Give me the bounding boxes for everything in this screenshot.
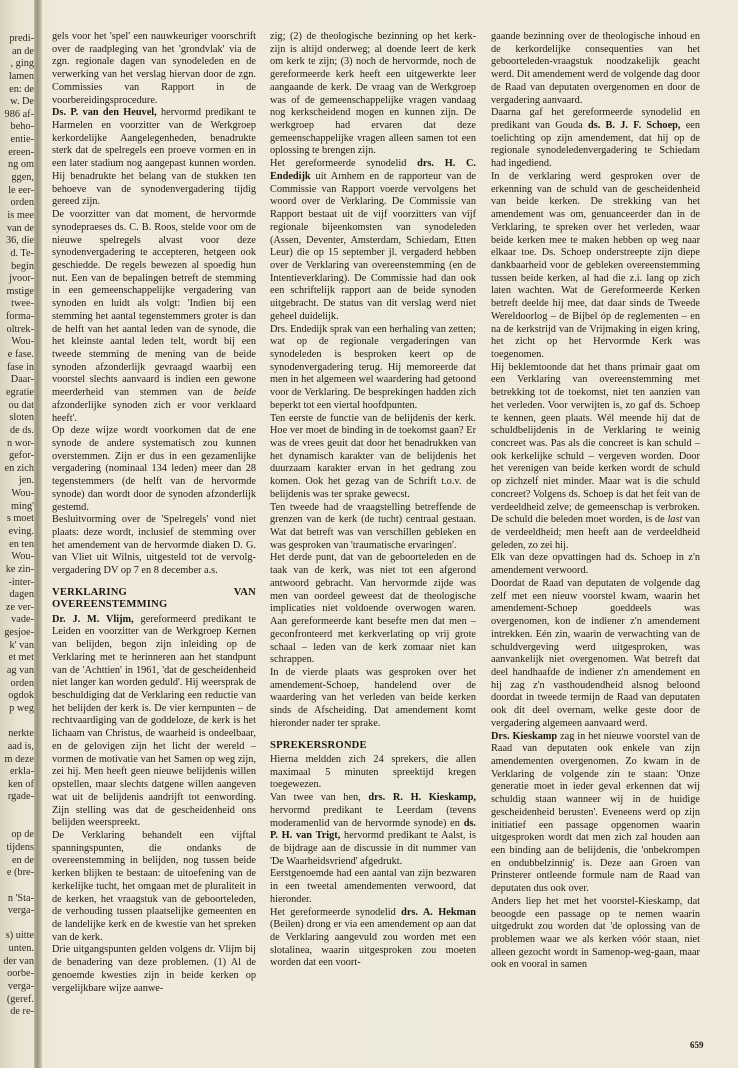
margin-fragment: mstige <box>6 285 34 297</box>
margin-fragment <box>0 716 34 729</box>
paragraph: In de verklaring werd gesproken over de erkenning van de schuld van de gescheidenheid van beide kerken. De strekking van het amendement was om, genuanceerder dan in de Verklaring, te spreken over het verleden, waar beide kerken mee te maken hebben op weg naar elkaar toe. Ds. Schoep onderstreepte zijn diepe dankbaarheid voor de gebleken overeenstemming tussen beide kerken, al had die z.i. lang op zich laten wachten. Wat de Gereformeerde Kerken betreft deelde hij mee, dat daar sinds de Tweede Wereldoorlog – de Bijbel óp de reglementen – en na de kerkstrijd van de Vrijmaking in eigen kring, het zicht op het Hervormde Kerk was toegenomen. <box>491 170 700 360</box>
margin-fragment: le eer- <box>8 184 34 196</box>
margin-fragment: beho- <box>10 121 34 133</box>
margin-fragment: eving. <box>8 525 34 537</box>
margin-fragment: tijdens <box>6 842 34 853</box>
paragraph: Drs. Endedijk sprak van een herhaling van zetten; wat op de regionale vergaderingen van synodeleden is besproken keert op de synodenvergadering terug. Hij memoreerde dat men in het algemeen wel waardering had getoond voor de Verklaring. De besprekingen hadden zich beperkt tot een viertal hoofdpunten. <box>270 323 476 411</box>
paragraph: Besluitvorming over de 'Spelregels' vond niet plaats: deze wordt, inclusief de stemming over het amendement van de hervormde diaken D. G. van Vliet uit Wilnis, uitgesteld tot de vervolg-vergadering DV op 7 en 8 december a.s. <box>52 514 256 577</box>
paragraph: gels voor het 'spel' een nauwkeuriger voorschrift over de raadpleging van het 'grondvlak' via de zgn. regionale dagen van synodeleden en de verwerking van het verslag hiervan door de zgn. Commissies van Rapport in de voorbereidingsprocedure. <box>52 31 256 106</box>
paragraph: Het gereformeerde synodelid drs. A. Hekman (Beilen) drong er via een amendement op aan dat de Verklaring aangevuld zou worden met een slotalinea, waarin uitgesproken zou moeten worden dat een voort- <box>270 906 476 969</box>
paragraph: Daarna gaf het gereformeerde synodelid en predikant van Gouda ds. B. J. F. Schoep, een toelichting op zijn amendement, dat hij op de regionale synodeledenvergadering te Schiedam had ingediend. <box>491 107 700 170</box>
paragraph: Elk van deze opvattingen had ds. Schoep in z'n amendement verwoord. <box>491 552 700 577</box>
paragraph: Drie uitgangspunten gelden volgens dr. Vlijm bij de benadering van deze problemen. (1) Al de genoemde kwesties zijn in beide kerken op vergelijkbare wijze aanwe- <box>52 944 256 994</box>
paragraph: gaande bezinning over de theologische inhoud en de kerkordelijke consequenties van het geboorteleden-vraagstuk noodzakelijk geacht werd. Dit amendement werd de volgende dag door de Raad van deputaten overgenomen en door de vergadering aanvaard. <box>491 31 700 106</box>
margin-fragment: n 'Sta- <box>7 892 34 904</box>
margin-fragment: n wor- <box>7 437 34 449</box>
margin-fragment: en de <box>11 854 34 866</box>
margin-fragment: m deze <box>4 753 34 765</box>
margin-fragment: gesjoe- <box>4 627 34 639</box>
speaker-name: Dr. J. M. Vlijm, <box>52 613 134 625</box>
paragraph: zig; (2) de theologische bezinning op het kerk-zijn is altijd onderweg; al doende leert de kerk om kerk te zijn; (3) noch de hervormde, noch de gereformeerde kerk heeft een uitgewerkte leer aangaande de kerk. De vraag van de Werkgroep was of de gemeenschappelijke vragen vandaag nog kerkscheidend mogen en kunnen zijn. De werkgroep had ervaren dat deze gemeenschappelijke vragen alleen samen tot een oplossing te brengen zijn. <box>270 31 476 157</box>
paragraph: Ds. P. van den Heuvel, hervormd predikant te Harmelen en voorzitter van de Werkgroep kerkordelijke Aangelegenheden, benadrukte sterk dat de spelregels een proeve vormen en in een later stadium nog aangepast kunnen worden. Hij benadrukte het belang van de stukken ten behoeve van de synodenvergadering tijdig gereed zijn. <box>52 107 256 208</box>
margin-fragment: k' van <box>9 639 34 651</box>
column-2 <box>270 31 476 970</box>
paragraph: Anders liep het met het voorstel-Kieskamp, dat beoogde een passage op te nemen waarin uitgedrukt zou worden dat 'de oplossing van de problemen waar we als kerken vóór staan, niet alleen gezocht wordt in Samenop-weg-gaan, maar ook en vooral in samen <box>491 895 700 971</box>
speaker-name: drs. R. H. Kieskamp, <box>368 792 476 804</box>
margin-fragment <box>0 817 34 830</box>
margin-fragment: predi- <box>9 33 34 44</box>
margin-fragment: s) uitte <box>5 930 34 942</box>
paragraph: De voorzitter van dat moment, de hervormde synodepraeses ds. C. B. Roos, stelde voor om de nieuwe spelregels alvast voor deze synodenvergadering te accepteren, hetgeen ook geschiedde. De regels bewezen al spoedig hun nut. Een van de bepalingen betreft de stemming in een gemeenschappelijke vergadering van synoden en luidt als volgt: 'Indien bij een stemming het aantal tegenstemmers groter is dan de helft van het aantal leden van de synode, die het kleinste aantal leden telt, wordt bij een tweede stemming de mening van de beide synoden afzonderlijk gevraagd waarbij een voorstel slechts aanvaard is indien een gewone meerderheid van stemmen van de beide afzonderlijke synoden zich er voor verklaard heeft'. <box>52 209 256 424</box>
speaker-name: Ds. P. van den Heuvel, <box>52 107 157 119</box>
margin-fragment: oltrek- <box>6 323 34 335</box>
margin-fragment: Wou- <box>11 488 34 500</box>
margin-fragment: -inter- <box>8 576 34 588</box>
margin-fragment: nerkte <box>8 728 34 740</box>
section-heading: SPREKERSRONDE <box>270 739 367 751</box>
column-3 <box>491 31 700 972</box>
margin-fragment: 986 af- <box>4 108 34 120</box>
margin-fragment: ggen, <box>11 172 34 184</box>
paragraph: Op deze wijze wordt voorkomen dat de ene synode de andere systematisch zou kunnen overstemmen. Zijn er dus in een gezamenlijke vergadering (nominaal 134 leden) meer dan 28 tegenstemmers (de helft van de hervormde synode) dan wordt door de synoden afzonderlijk gestemd. <box>52 425 256 513</box>
margin-fragment: (geref. <box>6 993 34 1005</box>
margin-fragment: e (bre- <box>6 867 34 879</box>
margin-fragment: et met <box>8 652 34 664</box>
margin-fragment: rgade- <box>7 791 34 803</box>
margin-fragment: ag van <box>6 665 34 677</box>
margin-fragment: orden <box>10 197 34 209</box>
margin-fragment: gefor- <box>9 450 34 462</box>
paragraph: Het derde punt, dat van de geboorteleden en de taak van de kerk, was niet tot een afgerond antwoord gebracht. Van hervormde zijde was men van oordeel geweest dat de theologische implicaties niet voldoende overwogen waren. Aan gereformeerde kant besefte men dat men – geconfronteerd met kerkverlating op vrij grote schaal – leden van de kerk zomaar niet kan schrappen. <box>270 552 476 666</box>
margin-fragment: ke zin- <box>5 563 34 575</box>
margin-fragment: ken of <box>7 778 34 790</box>
margin-fragment: w. De <box>10 96 34 108</box>
margin-fragment: 36, die <box>5 235 34 247</box>
margin-fragment: orden <box>10 677 34 689</box>
margin-fragment: begin <box>11 260 34 272</box>
margin-fragment: s moet <box>6 513 34 525</box>
paragraph: Hierna meldden zich 24 sprekers, die allen maximaal 5 minuten spreektijd kregen toegewezen. <box>270 753 476 791</box>
margin-fragment: de ds. <box>9 424 34 436</box>
margin-fragment <box>0 880 34 893</box>
paragraph: De Verklaring behandelt een vijftal spanningspunten, die ondanks de overeenstemming in belijden, nog tussen beide kerken blijken te bestaan: de uitoefening van de kerkelijke tucht, het omgaan met de pluraliteit in de kerken, het vraagstuk van de geboorteleden, de verhouding tussen plaatselijke gemeenten en de landelijke kerk en de kwestie van het spreken van de kerk. <box>52 829 256 943</box>
paragraph: Drs. Kieskamp zag in het nieuwe voorstel van de Raad van deputaten ook enkele van zijn amendementen overgenomen. Zo kwam in de Verklaring de volgende zin te staan: 'Onze generatie moet in ieder geval erkennen dat wij schuldig staan wanneer wij in de huidige gescheidenheid berusten'. Eveneens werd op zijn initiatief een passage opgenomen waarin uitgesproken wordt dat men zich zal houden aan een binding aan de belijdenis, die 'onbekrompen en ondubbelzinnig' is. Deze aan Groen van Prinsterer ontleende formule nam de Raad van deputaten dus ook over. <box>491 730 700 895</box>
paragraph: Eerstgenoemde had een aantal van zijn bezwaren in een tweetal amendementen verwoord, dat hieronder. <box>270 868 476 905</box>
margin-fragment <box>0 918 34 931</box>
margin-fragment: an de <box>11 45 34 57</box>
margin-fragment: de re- <box>10 1006 34 1018</box>
margin-fragment: jen. <box>18 475 34 487</box>
speaker-name: ds. B. J. F. Schoep, <box>587 120 681 132</box>
margin-fragment: op de <box>11 829 34 841</box>
margin-fragment: p weg <box>9 702 34 714</box>
margin-fragment: ou dat <box>8 399 34 411</box>
margin-fragment: twee- <box>11 298 34 310</box>
margin-fragment: vade- <box>11 614 34 626</box>
margin-fragment: Wou- <box>11 336 34 348</box>
margin-fragment: der van <box>3 955 34 967</box>
margin-fragment: en: de <box>9 83 34 95</box>
margin-fragment: e fase. <box>7 349 34 361</box>
paragraph: Doordat de Raad van deputaten de volgende dag zelf met een nieuw voorstel kwam, waarin het amendement-Schoep goeddeels was overgenomen, kon de indiener z'n amendement intrekken. Eén zin, waarin de verwachting van de schuldvergeving werd uitgesproken, was aanvankelijk niet overgenomen. Wat betreft dat deel handhaafde de indiener z'n amendement en hij zag z'n vasthoudendheid alsnog beloond doordat in tweede termijn de Raad van deputaten ook dit deel overnam, welke geste door de vergadering algemeen aanvaard werd. <box>491 577 700 729</box>
margin-fragment: ogdok <box>8 690 34 702</box>
paragraph: In de vierde plaats was gesproken over het amendement-Schoep, handelend over de waardering van het verleden van beide kerken sinds de Afscheiding. Dat amendement komt hieronder nader ter sprake. <box>270 666 476 729</box>
speaker-name: Drs. Kieskamp <box>491 730 558 742</box>
page-gutter <box>34 0 42 1068</box>
margin-fragment: en zich <box>4 462 34 474</box>
margin-fragment: dagen <box>9 589 34 601</box>
paragraph: Hij beklemtoonde dat het thans primair gaat om een Verklaring van overeenstemming met betrekking tot de toekomst, niet ten aanzien van het verleden. Voor verwijten is, zo gaf ds. Schoep te kennen, geen plaats. Wél meende hij dat de schuldbelijdenis in de Verklaring te weinig concreet was. Pas als die concreet is kan schuld – ook kerkelijke schuld – vergeven worden. Door het verenigen van beide kerken wordt de schuld op zichzelf niet minder. Maar wat is die schuld concreet? Volgens ds. Schoep is dat het feit van de verdeeldheid zelve; de gemeenschap is verbroken. De schuld die beleden moet worden, is de last van de verdeeldheid; men heeft aan de verdeeldheid geleden, zo zei hij. <box>491 361 700 551</box>
margin-fragment: oorbe- <box>7 968 34 980</box>
margin-fragment: Daar- <box>10 374 34 386</box>
margin-fragment: unten. <box>8 943 34 955</box>
margin-fragment: ming' <box>10 500 34 512</box>
paragraph: Ten tweede had de vraagstelling betreffende de grenzen van de kerk (de tucht) centraal gestaan. Wat dat betreft was van verschillen gebleken en was gesproken van 'traumatische ervaringen'. <box>270 501 476 551</box>
paragraph: Het gereformeerde synodelid drs. H. C. Endedijk uit Arnhem en de rapporteur van de Commissie van Rapport voerde vervolgens het woord over de Verklaring. De Commissie van Rapport bestaat uit de vijf voorzitters van vijf regionale bijeenkomsten van synodeleden (Assen, Deventer, Amsterdam, Schiedam, Etten Leur) die op 15 september jl. vergaderd hebben over de Verklaring van overeenstemming (en de Intentieverklaring). De Commissie had dan ook een schriftelijk rapport aan de beide synoden uitgebracht. De status van dit verslag werd niet geheel duidelijk. <box>270 158 477 322</box>
previous-page-margin-text <box>0 33 34 1033</box>
margin-fragment: erkla- <box>9 766 34 778</box>
margin-fragment: entie- <box>10 134 34 146</box>
margin-fragment: Wou- <box>11 551 34 563</box>
margin-fragment: egratie <box>5 386 34 398</box>
speaker-name: ds. P. H. van Trigt, <box>270 817 476 842</box>
margin-fragment: is mee <box>7 209 34 221</box>
speaker-name: drs. A. Hekman <box>401 906 476 918</box>
margin-fragment: ereen- <box>8 146 34 158</box>
paragraph: Van twee van hen, drs. R. H. Kieskamp, hervormd predikant te Leerdam (tevens moderamenlid van de hervormde synode) en ds. P. H. van Trigt, hervormd predikant te Aalst, is de bijdrage aan de discussie in dit nummer van 'De Waarheidsvriend' afgedrukt. <box>270 792 477 867</box>
margin-fragment: jvoor- <box>9 273 34 285</box>
margin-fragment: d. Te- <box>10 247 34 259</box>
paragraph: Dr. J. M. Vlijm, gereformeerd predikant te Leiden en voorzitter van de Werkgroep Kernen van belijden, begon zijn inleiding op de Verklaring met te herinneren aan het standpunt van de 'Achttien' in 1961, 'dat de gescheidenheid niet langer kan worden geduld'. Hij weersprak de beschuldiging dat de Verklaring een reductie van het belijden der kerk is. De vier kernpunten – de rechtvaardiging van de goddeloze, de kerk is het lichaam van Christus, de waarheid is ondeelbaar, en de gelovigen zijn het licht der wereld – vormen de motivatie van het Samen op weg zijn, zei hij. Men heeft geen nieuwe belijdenis willen opstellen, maar slechts datgene willen aangeven wat uit de belijdenis aandrijft tot eenwording. Zijn stelling was dat de gescheidenheid ons belijden weerspreekt. <box>52 613 256 829</box>
margin-fragment: van de <box>6 222 34 234</box>
margin-fragment: aad is, <box>7 740 34 752</box>
margin-fragment: , ging <box>10 58 34 70</box>
margin-fragment: lamen <box>8 70 34 82</box>
margin-fragment: fase in <box>6 361 34 373</box>
margin-fragment: ze ver- <box>5 601 34 613</box>
page-number: 659 <box>690 1040 704 1050</box>
margin-fragment: en ten <box>9 538 34 550</box>
speaker-name: drs. H. C. Endedijk <box>270 158 477 182</box>
paragraph: Ten eerste de functie van de belijdenis der kerk. Hoe ver moet de binding in de toekomst gaan? Er was de vrees geuit dat door het benadrukken van het dynamisch karakter van de belijdenis het duurzaam karakter ervan in het gedrang zou komen. Ook het gezag van de Schrift t.o.v. de belijdenis was ter sprake gewecst. <box>270 412 476 500</box>
margin-fragment: verga- <box>7 905 34 917</box>
margin-fragment: sloten <box>9 412 34 424</box>
margin-fragment: ng om <box>7 159 34 171</box>
section-heading: VERKLARING VAN OVEREENSTEMMING <box>52 586 256 611</box>
margin-fragment: verga- <box>7 981 34 993</box>
margin-fragment <box>0 804 34 817</box>
column-1 <box>52 31 256 995</box>
margin-fragment: forma- <box>5 311 34 323</box>
